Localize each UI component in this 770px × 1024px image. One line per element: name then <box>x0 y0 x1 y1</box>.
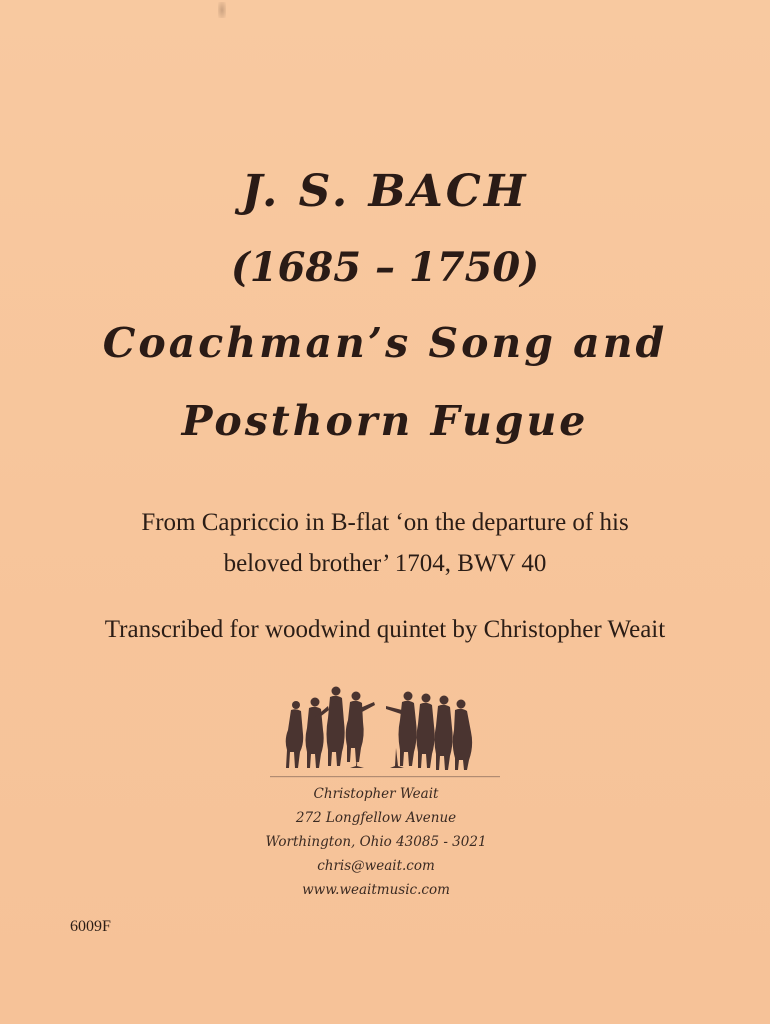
paper-mark <box>218 2 226 18</box>
composer-dates: (1685 – 1750) <box>230 244 540 291</box>
musicians-silhouette-logo <box>270 682 500 782</box>
publisher-name: Christopher Weait <box>313 786 439 802</box>
musician-figure <box>453 700 472 771</box>
musician-figure <box>417 694 435 769</box>
work-title-line2: Posthorn Fugue <box>181 397 589 445</box>
catalog-number: 6009F <box>70 918 111 935</box>
publisher-email: chris@weait.com <box>317 858 435 874</box>
publisher-website: www.weaitmusic.com <box>302 882 450 898</box>
source-line1: From Capriccio in B-flat ‘on the departure of his <box>141 509 629 536</box>
musician-figure <box>286 701 303 768</box>
publisher-city: Worthington, Ohio 43085 - 3021 <box>265 834 487 850</box>
musician-figure <box>386 692 417 769</box>
publisher-street: 272 Longfellow Avenue <box>295 810 457 826</box>
musician-figure <box>346 692 375 769</box>
arranger-credit: Transcribed for woodwind quintet by Christopher Weait <box>104 616 666 643</box>
source-line2: beloved brother’ 1704, BWV 40 <box>223 550 547 577</box>
work-title-line1: Coachman’s Song and <box>102 319 668 367</box>
composer-name: J. S. BACH <box>241 166 529 217</box>
musician-figure <box>435 696 453 771</box>
musician-figure <box>306 698 324 769</box>
